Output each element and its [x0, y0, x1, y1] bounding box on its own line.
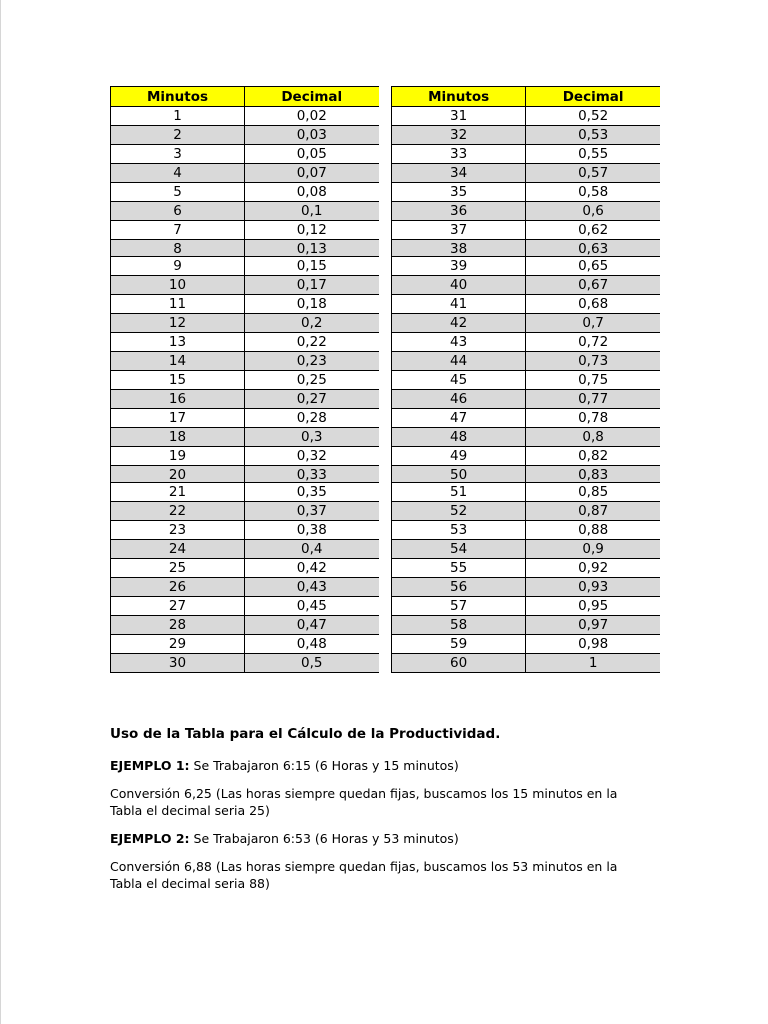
table-row	[111, 390, 379, 409]
table-row	[392, 257, 661, 276]
decimal-cell: 0,93	[526, 578, 660, 597]
minutos-cell: 23	[111, 521, 245, 540]
decimal-cell: 0,75	[526, 371, 660, 390]
table-header-row	[392, 87, 661, 107]
minutos-cell: 29	[111, 635, 245, 654]
table-row	[392, 466, 661, 483]
table-header-row	[111, 87, 379, 107]
decimal-cell: 0,77	[526, 390, 660, 409]
decimal-cell: 0,72	[526, 333, 660, 352]
table-row	[392, 483, 661, 502]
decimal-cell: 0,15	[245, 257, 379, 276]
table-row	[111, 371, 379, 390]
minutos-cell: 48	[392, 428, 526, 447]
decimal-cell: 0,08	[245, 183, 379, 202]
decimal-cell: 0,17	[245, 276, 379, 295]
table-row	[111, 540, 379, 559]
decimal-cell: 0,32	[245, 447, 379, 466]
decimal-cell: 0,22	[245, 333, 379, 352]
minutos-cell: 41	[392, 295, 526, 314]
decimal-cell: 0,92	[526, 559, 660, 578]
decimal-cell: 0,23	[245, 352, 379, 371]
minutos-cell: 12	[111, 314, 245, 333]
table-row	[392, 390, 661, 409]
table-row	[392, 295, 661, 314]
table-row	[111, 257, 379, 276]
table-row	[392, 221, 661, 240]
minutos-cell: 35	[392, 183, 526, 202]
table-row	[392, 202, 661, 221]
decimal-cell: 0,87	[526, 502, 660, 521]
minutos-cell: 8	[111, 240, 245, 257]
table-row	[392, 276, 661, 295]
decimal-cell: 0,6	[526, 202, 660, 221]
table-row	[392, 352, 661, 371]
table-row	[111, 447, 379, 466]
minutos-cell: 24	[111, 540, 245, 559]
minutos-cell: 32	[392, 126, 526, 145]
minutos-cell: 39	[392, 257, 526, 276]
table-row	[392, 559, 661, 578]
table-row	[392, 183, 661, 202]
table-row	[111, 145, 379, 164]
table-row	[111, 597, 379, 616]
decimal-cell: 0,53	[526, 126, 660, 145]
table-row	[392, 654, 661, 673]
decimal-cell: 0,25	[245, 371, 379, 390]
minutos-cell: 2	[111, 126, 245, 145]
minutos-cell: 43	[392, 333, 526, 352]
minutos-cell: 36	[392, 202, 526, 221]
minutos-cell: 58	[392, 616, 526, 635]
minutos-cell: 37	[392, 221, 526, 240]
example-2	[110, 830, 650, 847]
table-row	[111, 559, 379, 578]
decimal-cell: 0,63	[526, 240, 660, 257]
example-1-text: Se Trabajaron 6:15 (6 Horas y 15 minutos)	[189, 758, 459, 773]
minutos-cell: 21	[111, 483, 245, 502]
conversion-table-left	[110, 86, 379, 673]
decimal-cell: 0,7	[526, 314, 660, 333]
minutos-cell: 20	[111, 466, 245, 483]
minutos-cell: 6	[111, 202, 245, 221]
minutos-cell: 17	[111, 409, 245, 428]
decimal-cell: 0,52	[526, 107, 660, 126]
decimal-cell: 0,35	[245, 483, 379, 502]
decimal-cell: 0,42	[245, 559, 379, 578]
table-row	[392, 635, 661, 654]
table-body-left	[111, 107, 379, 673]
decimal-cell: 0,5	[245, 654, 379, 673]
table-row	[111, 521, 379, 540]
table-row	[392, 371, 661, 390]
header-decimal: Decimal	[526, 87, 660, 107]
decimal-cell: 0,1	[245, 202, 379, 221]
table-row	[392, 314, 661, 333]
header-decimal: Decimal	[245, 87, 379, 107]
table-row	[392, 447, 661, 466]
decimal-cell: 0,73	[526, 352, 660, 371]
decimal-cell: 0,05	[245, 145, 379, 164]
minutos-cell: 57	[392, 597, 526, 616]
table-row	[111, 466, 379, 483]
table-row	[111, 428, 379, 447]
decimal-cell: 0,28	[245, 409, 379, 428]
minutos-cell: 9	[111, 257, 245, 276]
table-row	[111, 295, 379, 314]
minutos-cell: 5	[111, 183, 245, 202]
decimal-cell: 0,58	[526, 183, 660, 202]
table-row	[392, 597, 661, 616]
minutos-cell: 25	[111, 559, 245, 578]
minutos-cell: 16	[111, 390, 245, 409]
table-row	[111, 333, 379, 352]
minutos-cell: 15	[111, 371, 245, 390]
table-row	[392, 616, 661, 635]
minutos-cell: 51	[392, 483, 526, 502]
table-row	[111, 578, 379, 597]
table-row	[111, 483, 379, 502]
decimal-cell: 0,45	[245, 597, 379, 616]
table-row	[392, 126, 661, 145]
minutos-cell: 55	[392, 559, 526, 578]
decimal-cell: 0,68	[526, 295, 660, 314]
minutos-cell: 33	[392, 145, 526, 164]
minutos-cell: 42	[392, 314, 526, 333]
minutos-cell: 3	[111, 145, 245, 164]
minutos-cell: 59	[392, 635, 526, 654]
minutos-cell: 45	[392, 371, 526, 390]
header-minutos: Minutos	[392, 87, 526, 107]
table-row	[111, 240, 379, 257]
decimal-cell: 0,43	[245, 578, 379, 597]
minutos-cell: 10	[111, 276, 245, 295]
decimal-cell: 0,78	[526, 409, 660, 428]
minutos-cell: 26	[111, 578, 245, 597]
minutos-cell: 30	[111, 654, 245, 673]
table-body-right	[392, 107, 661, 673]
decimal-cell: 0,38	[245, 521, 379, 540]
minutos-cell: 31	[392, 107, 526, 126]
decimal-cell: 0,12	[245, 221, 379, 240]
decimal-cell: 0,62	[526, 221, 660, 240]
table-row	[392, 333, 661, 352]
minutos-cell: 52	[392, 502, 526, 521]
decimal-cell: 0,2	[245, 314, 379, 333]
minutos-cell: 11	[111, 295, 245, 314]
example-2-text: Se Trabajaron 6:53 (6 Horas y 53 minutos)	[189, 831, 459, 846]
decimal-cell: 0,88	[526, 521, 660, 540]
decimal-cell: 0,13	[245, 240, 379, 257]
decimal-cell: 0,02	[245, 107, 379, 126]
table-row	[392, 164, 661, 183]
decimal-cell: 0,85	[526, 483, 660, 502]
table-row	[392, 502, 661, 521]
minutos-cell: 56	[392, 578, 526, 597]
decimal-cell: 0,57	[526, 164, 660, 183]
decimal-cell: 0,55	[526, 145, 660, 164]
minutos-cell: 60	[392, 654, 526, 673]
minutos-cell: 44	[392, 352, 526, 371]
minutos-cell: 4	[111, 164, 245, 183]
minutos-cell: 54	[392, 540, 526, 559]
table-row	[392, 107, 661, 126]
example-1	[110, 757, 650, 774]
minutos-cell: 28	[111, 616, 245, 635]
conversion-1: Conversión 6,25 (Las horas siempre quedan fijas, buscamos los 15 minutos en la Tabla el decimal seria 25)	[110, 786, 618, 818]
minutos-cell: 40	[392, 276, 526, 295]
table-row	[111, 221, 379, 240]
table-row	[111, 616, 379, 635]
minutos-cell: 38	[392, 240, 526, 257]
table-row	[111, 502, 379, 521]
table-row	[392, 578, 661, 597]
minutos-cell: 50	[392, 466, 526, 483]
table-row	[111, 635, 379, 654]
example-2-label: EJEMPLO 2:	[110, 831, 190, 846]
header-minutos: Minutos	[111, 87, 245, 107]
minutos-cell: 53	[392, 521, 526, 540]
table-row	[111, 654, 379, 673]
decimal-cell: 0,48	[245, 635, 379, 654]
table-row	[111, 202, 379, 221]
table-row	[392, 240, 661, 257]
example-1-label: EJEMPLO 1:	[110, 758, 190, 773]
conversion-table-right	[391, 86, 660, 673]
decimal-cell: 0,9	[526, 540, 660, 559]
table-row	[392, 428, 661, 447]
minutos-cell: 46	[392, 390, 526, 409]
minutos-cell: 18	[111, 428, 245, 447]
minutos-cell: 7	[111, 221, 245, 240]
table-row	[111, 183, 379, 202]
table-row	[111, 126, 379, 145]
decimal-cell: 0,4	[245, 540, 379, 559]
decimal-cell: 0,07	[245, 164, 379, 183]
decimal-cell: 0,67	[526, 276, 660, 295]
decimal-cell: 0,33	[245, 466, 379, 483]
decimal-cell: 0,65	[526, 257, 660, 276]
decimal-cell: 0,3	[245, 428, 379, 447]
decimal-cell: 0,97	[526, 616, 660, 635]
minutos-cell: 49	[392, 447, 526, 466]
table-row	[392, 409, 661, 428]
minutos-cell: 1	[111, 107, 245, 126]
decimal-cell: 0,98	[526, 635, 660, 654]
minutos-cell: 14	[111, 352, 245, 371]
table-row	[111, 352, 379, 371]
decimal-cell: 0,95	[526, 597, 660, 616]
minutos-cell: 13	[111, 333, 245, 352]
table-row	[111, 276, 379, 295]
decimal-cell: 0,18	[245, 295, 379, 314]
minutos-cell: 27	[111, 597, 245, 616]
table-row	[392, 540, 661, 559]
table-row	[392, 521, 661, 540]
page-edge	[0, 0, 1, 1024]
decimal-cell: 0,82	[526, 447, 660, 466]
usage-title: Uso de la Tabla para el Cálculo de la Productividad.	[110, 726, 501, 742]
minutos-cell: 19	[111, 447, 245, 466]
conversion-2: Conversión 6,88 (Las horas siempre quedan fijas, buscamos los 53 minutos en la Tabla el decimal seria 88)	[110, 859, 618, 891]
usage-section	[110, 726, 650, 903]
decimal-cell: 1	[526, 654, 660, 673]
table-row	[111, 164, 379, 183]
table-row	[392, 145, 661, 164]
decimal-cell: 0,27	[245, 390, 379, 409]
decimal-cell: 0,8	[526, 428, 660, 447]
decimal-cell: 0,37	[245, 502, 379, 521]
table-row	[111, 314, 379, 333]
minutos-cell: 34	[392, 164, 526, 183]
decimal-cell: 0,83	[526, 466, 660, 483]
decimal-cell: 0,47	[245, 616, 379, 635]
table-row	[111, 107, 379, 126]
decimal-cell: 0,03	[245, 126, 379, 145]
table-row	[111, 409, 379, 428]
minutos-cell: 47	[392, 409, 526, 428]
minutos-cell: 22	[111, 502, 245, 521]
